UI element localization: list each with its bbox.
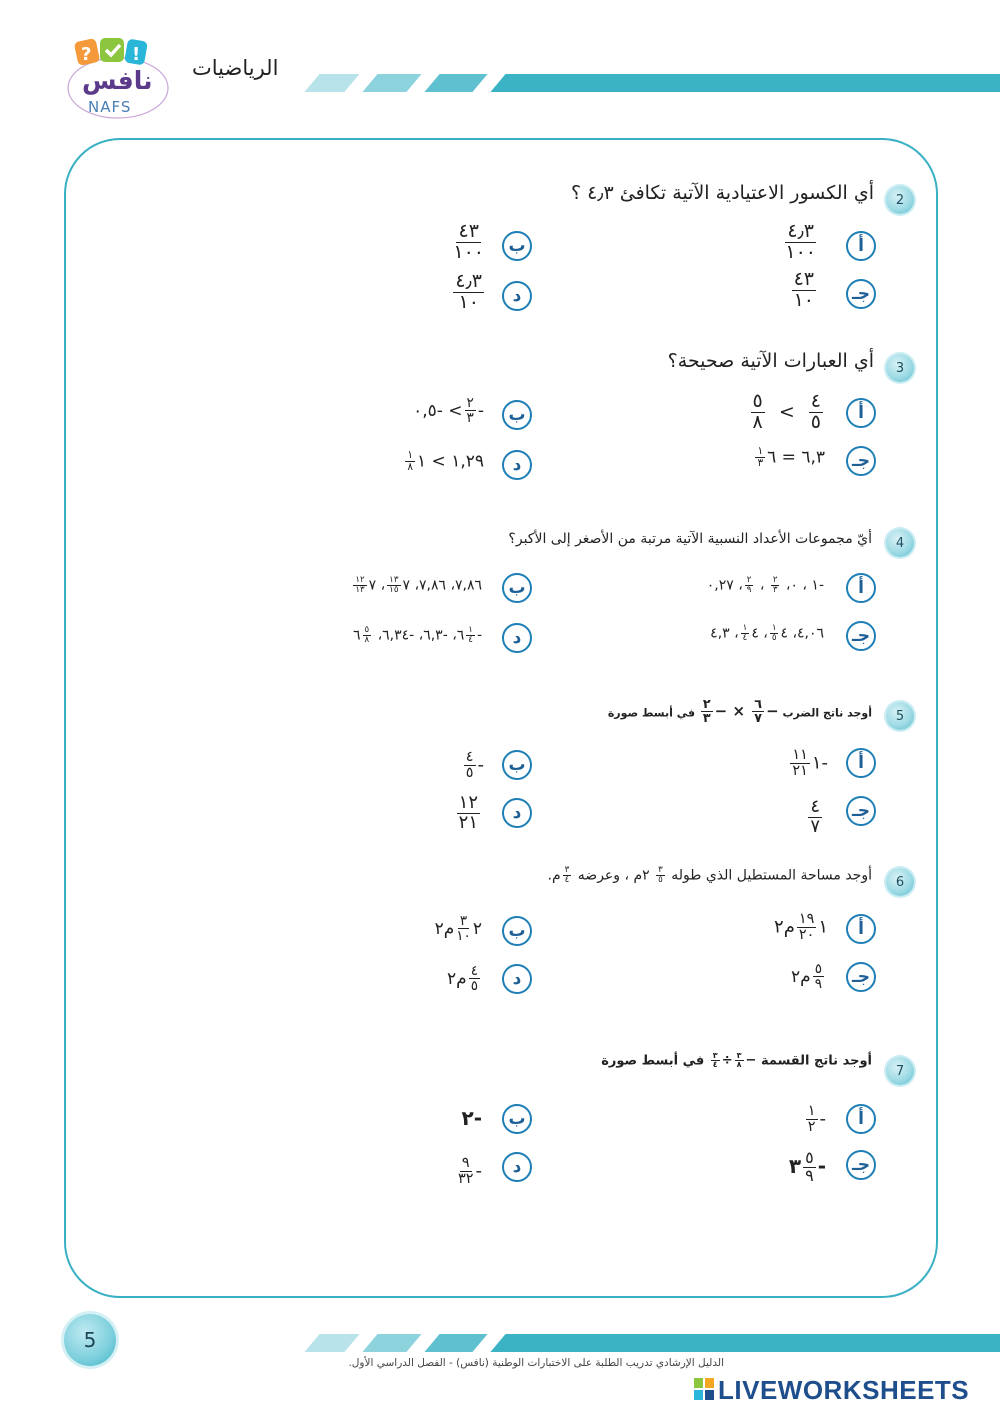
fraction-numerator: ٤٫٣ xyxy=(787,220,814,242)
page-number: 5 xyxy=(64,1314,116,1366)
fraction-numerator: ٢ xyxy=(746,575,752,585)
fraction-denominator: ١٣ xyxy=(355,585,365,596)
number-list: ٤,٠٦، ٤ xyxy=(780,625,824,642)
fraction-numerator: ١٣ xyxy=(389,575,399,585)
option-c-button[interactable]: جـ xyxy=(846,1150,876,1180)
mixed-whole: ١ xyxy=(417,451,427,472)
number-list: ، xyxy=(755,577,769,594)
fraction-denominator: ٢ xyxy=(807,1119,816,1136)
fraction-denominator: ٤ xyxy=(564,875,570,886)
fraction-numerator: ١ xyxy=(407,449,413,461)
fraction-denominator: ١٠٠ xyxy=(785,240,816,263)
number-list: ٦ xyxy=(352,627,361,644)
option-c-button[interactable]: جـ xyxy=(846,621,876,651)
fraction-numerator: ٦ xyxy=(754,697,763,712)
option-a-button[interactable]: أ xyxy=(846,1104,876,1134)
option-d-button[interactable]: د xyxy=(502,798,532,828)
question-suffix: في أبسط صورة xyxy=(607,706,696,720)
mixed-whole: ٢ xyxy=(472,918,482,939)
fraction-numerator: ٣ xyxy=(564,865,570,875)
number-list: -١ ، ٠، xyxy=(781,577,824,594)
answer-d xyxy=(353,626,482,645)
option-b-button[interactable]: ب xyxy=(502,750,532,780)
answer-d xyxy=(456,1156,482,1187)
division-operator: ÷ xyxy=(721,1053,733,1069)
question-text: أي الكسور الاعتيادية الآتية تكافئ ٤٫٣ ؟ xyxy=(570,182,874,204)
fraction-numerator: ٣ xyxy=(712,1051,718,1060)
number-list: - xyxy=(476,627,482,644)
minus-sign: - xyxy=(477,400,484,421)
answer-a xyxy=(788,748,828,779)
answer-b xyxy=(462,750,484,781)
option-b-button[interactable]: ب xyxy=(502,916,532,946)
number-list: ، ٧ xyxy=(368,577,386,594)
option-c-button[interactable]: جـ xyxy=(846,962,876,992)
mixed-whole: ٦ xyxy=(767,447,777,468)
fraction-denominator: ٥ xyxy=(771,633,777,644)
fraction-denominator: ١٠ xyxy=(793,288,814,311)
fraction-denominator: ٤ xyxy=(712,1060,718,1070)
option-d-button[interactable]: د xyxy=(502,964,532,994)
answer-c xyxy=(791,962,826,992)
fraction-numerator: ١ xyxy=(468,625,473,635)
fraction-numerator: ١ xyxy=(757,445,764,457)
answer-b xyxy=(351,576,482,595)
fraction-numerator: ٤ xyxy=(465,749,474,765)
option-c-button[interactable]: جـ xyxy=(846,446,876,476)
liveworksheets-icon xyxy=(694,1378,714,1400)
fraction-numerator: ٢ xyxy=(772,575,778,585)
question-number-badge: 4 xyxy=(886,529,914,557)
option-a-button[interactable]: أ xyxy=(846,231,876,261)
fraction-denominator: ٨ xyxy=(736,1060,742,1070)
fraction-denominator: ٣ xyxy=(702,711,711,727)
fraction-denominator: ٩ xyxy=(805,1165,814,1185)
fraction-numerator: ١٢ xyxy=(355,575,365,585)
fraction-denominator: ٧ xyxy=(810,815,820,837)
logo-latin-text: NAFS xyxy=(88,98,132,116)
fraction-denominator: ٩ xyxy=(814,976,822,993)
question-suffix: في أبسط صورة xyxy=(601,1053,705,1069)
fraction-numerator: ١ xyxy=(742,623,748,633)
answer-d xyxy=(455,794,482,833)
mixed-whole: ١ xyxy=(811,752,822,774)
fraction-numerator: ٣ xyxy=(658,865,663,875)
expression-rest: > -٠,٥ xyxy=(413,400,463,421)
expression-left: ١,٢٩ > xyxy=(431,451,484,472)
question-prefix: أوجد ناتج الضرب xyxy=(782,706,872,720)
number-list: ، ٠,٢٧ xyxy=(706,577,743,594)
fraction-numerator: ١ xyxy=(807,1103,816,1119)
fraction-numerator: ١٢ xyxy=(458,792,478,813)
subject-title: الرياضيات xyxy=(192,56,279,80)
fraction-numerator: ٢ xyxy=(702,697,711,712)
fraction-denominator: ٢١ xyxy=(792,763,808,780)
fraction-denominator: ١٥ xyxy=(389,585,399,596)
fraction-numerator: ٤ xyxy=(810,390,821,412)
question-number-badge: 6 xyxy=(886,868,914,896)
minus-sign: - xyxy=(819,1108,826,1130)
question-number-badge: 5 xyxy=(886,702,914,730)
question-middle: ٢م ، وعرضه xyxy=(577,867,650,884)
fraction-numerator: ٩ xyxy=(461,1155,470,1171)
fraction-numerator: ٤٣ xyxy=(458,220,479,242)
option-d-button[interactable]: د xyxy=(502,1152,532,1182)
fraction-denominator: ٣٢ xyxy=(458,1171,474,1188)
mixed-whole: ١ xyxy=(818,916,828,938)
fraction-denominator: ٥ xyxy=(810,410,821,433)
fraction-denominator: ٢٠ xyxy=(798,927,815,944)
answer-c xyxy=(789,1150,826,1185)
option-d-button[interactable]: د xyxy=(502,450,532,480)
answer-d xyxy=(447,964,482,994)
option-b-button[interactable]: ب xyxy=(502,1104,532,1134)
unit: م٢ xyxy=(434,918,455,939)
footer-text: الدليل الإرشادي تدريب الطلبة على الاختبارات الوطنية (نافس) - الفصل الدراسي الأول. xyxy=(348,1357,724,1369)
fraction-denominator: ٣ xyxy=(772,585,778,596)
fraction-numerator: ١ xyxy=(771,623,777,633)
fraction-numerator: ٤ xyxy=(470,963,478,979)
answer-c xyxy=(806,798,824,837)
number-list: ٦، -٦,٣، -٦,٣٤، xyxy=(373,627,465,644)
fraction-denominator: ٣ xyxy=(757,457,764,470)
answer-d xyxy=(451,272,486,313)
answer-b xyxy=(413,396,484,426)
fraction-denominator: ٨ xyxy=(752,410,763,433)
question-text: أي العبارات الآتية صحيحة؟ xyxy=(667,350,874,372)
fraction-denominator: ٥ xyxy=(465,765,474,782)
fraction-numerator: ١٩ xyxy=(798,911,815,927)
fraction-numerator: ٤ xyxy=(810,796,820,817)
question-number-badge: 3 xyxy=(886,354,914,382)
logo-arabic-text: نافس xyxy=(82,66,153,95)
option-d-button[interactable]: د xyxy=(502,623,532,653)
fraction-denominator: ٤ xyxy=(468,635,473,646)
question-number-badge: 2 xyxy=(886,186,914,214)
minus-sign: - xyxy=(475,1160,482,1182)
fraction-numerator: ٤٫٣ xyxy=(455,270,482,292)
option-c-button[interactable]: جـ xyxy=(846,796,876,826)
option-b-button[interactable]: ب xyxy=(502,573,532,603)
answer-c xyxy=(790,270,818,311)
fraction-numerator: ٥ xyxy=(364,625,370,635)
answer-a xyxy=(749,392,825,433)
unit: م٢ xyxy=(447,968,467,989)
fraction-numerator: ٥ xyxy=(752,390,763,412)
option-b-button[interactable]: ب xyxy=(502,231,532,261)
fraction-denominator: ١٠٠ xyxy=(453,240,484,263)
svg-text:!: ! xyxy=(132,44,141,65)
answer-a xyxy=(707,576,824,595)
question-text: أيّ مجموعات الأعداد النسبية الآتية مرتبة من الأصغر إلى الأكبر؟ xyxy=(508,531,872,547)
option-b-button[interactable]: ب xyxy=(502,400,532,430)
fraction-denominator: ٤ xyxy=(742,633,748,644)
fraction-denominator: ٥ xyxy=(658,875,663,886)
fraction-denominator: ٢١ xyxy=(458,811,478,833)
fraction-numerator: ٢ xyxy=(466,395,474,411)
answer-a xyxy=(783,222,818,263)
question-text: أوجد ناتج الضرب − $\frac{٦}{٧}$ × − $\frac{٢}{٣}$ في أبسط صورة xyxy=(607,697,872,727)
unit: م٢ xyxy=(791,966,811,987)
answer-c xyxy=(710,624,824,643)
answer-c xyxy=(753,446,825,469)
fraction-numerator: ٥ xyxy=(805,1148,814,1167)
answer-a xyxy=(774,912,828,943)
question-suffix: م. xyxy=(547,867,561,884)
answer-a xyxy=(804,1104,826,1135)
answer-b xyxy=(435,914,482,944)
fraction-numerator: ١١ xyxy=(792,747,808,763)
fraction-denominator: ٨ xyxy=(364,635,370,646)
answer-b: -٢ xyxy=(461,1106,482,1130)
fraction-denominator: ١٠ xyxy=(458,290,479,313)
fraction-denominator: ١٠ xyxy=(456,928,471,945)
question-prefix: أوجد مساحة المستطيل الذي طوله xyxy=(671,867,872,884)
comparison-operator: > xyxy=(778,400,795,423)
question-text: أوجد ناتج القسمة − $\frac{٣}{٨}$ ÷ $\frac{٣}{٤}$ في أبسط صورة xyxy=(601,1051,872,1070)
option-a-button[interactable]: أ xyxy=(846,398,876,428)
mixed-whole: ٣ xyxy=(788,1153,802,1178)
fraction-denominator: ٧ xyxy=(754,711,763,727)
minus-sign: - xyxy=(821,752,828,774)
answer-b xyxy=(451,222,486,263)
question-number-badge: 7 xyxy=(886,1057,914,1085)
question-text xyxy=(548,866,872,885)
fraction-numerator: ٣ xyxy=(459,913,468,929)
answer-d xyxy=(403,450,484,473)
option-c-button[interactable]: جـ xyxy=(846,279,876,309)
fraction-denominator: ٩ xyxy=(746,585,752,596)
svg-text:?: ? xyxy=(81,44,92,65)
number-list: ، ٤,٣ xyxy=(710,625,739,642)
fraction-numerator: ٤٣ xyxy=(793,268,814,290)
expression-left: ٦,٣ = xyxy=(781,447,825,468)
number-list: ٧,٨٦، ٧,٨٦، ٧ xyxy=(402,577,482,594)
option-a-button[interactable]: أ xyxy=(846,748,876,778)
question-prefix: أوجد ناتج القسمة xyxy=(760,1053,872,1069)
unit: م٢ xyxy=(774,916,795,938)
option-a-button[interactable]: أ xyxy=(846,573,876,603)
fraction-denominator: ٨ xyxy=(407,461,413,474)
option-a-button[interactable]: أ xyxy=(846,914,876,944)
fraction-denominator: ٣ xyxy=(466,410,474,427)
number-list: ، ٤ xyxy=(751,625,768,642)
fraction-numerator: ٣ xyxy=(736,1051,742,1060)
fraction-numerator: ٥ xyxy=(814,961,822,977)
option-d-button[interactable]: د xyxy=(502,281,532,311)
minus-sign: - xyxy=(477,754,484,776)
fraction-denominator: ٥ xyxy=(470,978,478,995)
liveworksheets-brand[interactable]: LIVEWORKSHEETS xyxy=(718,1375,970,1405)
minus-sign: - xyxy=(817,1153,826,1178)
